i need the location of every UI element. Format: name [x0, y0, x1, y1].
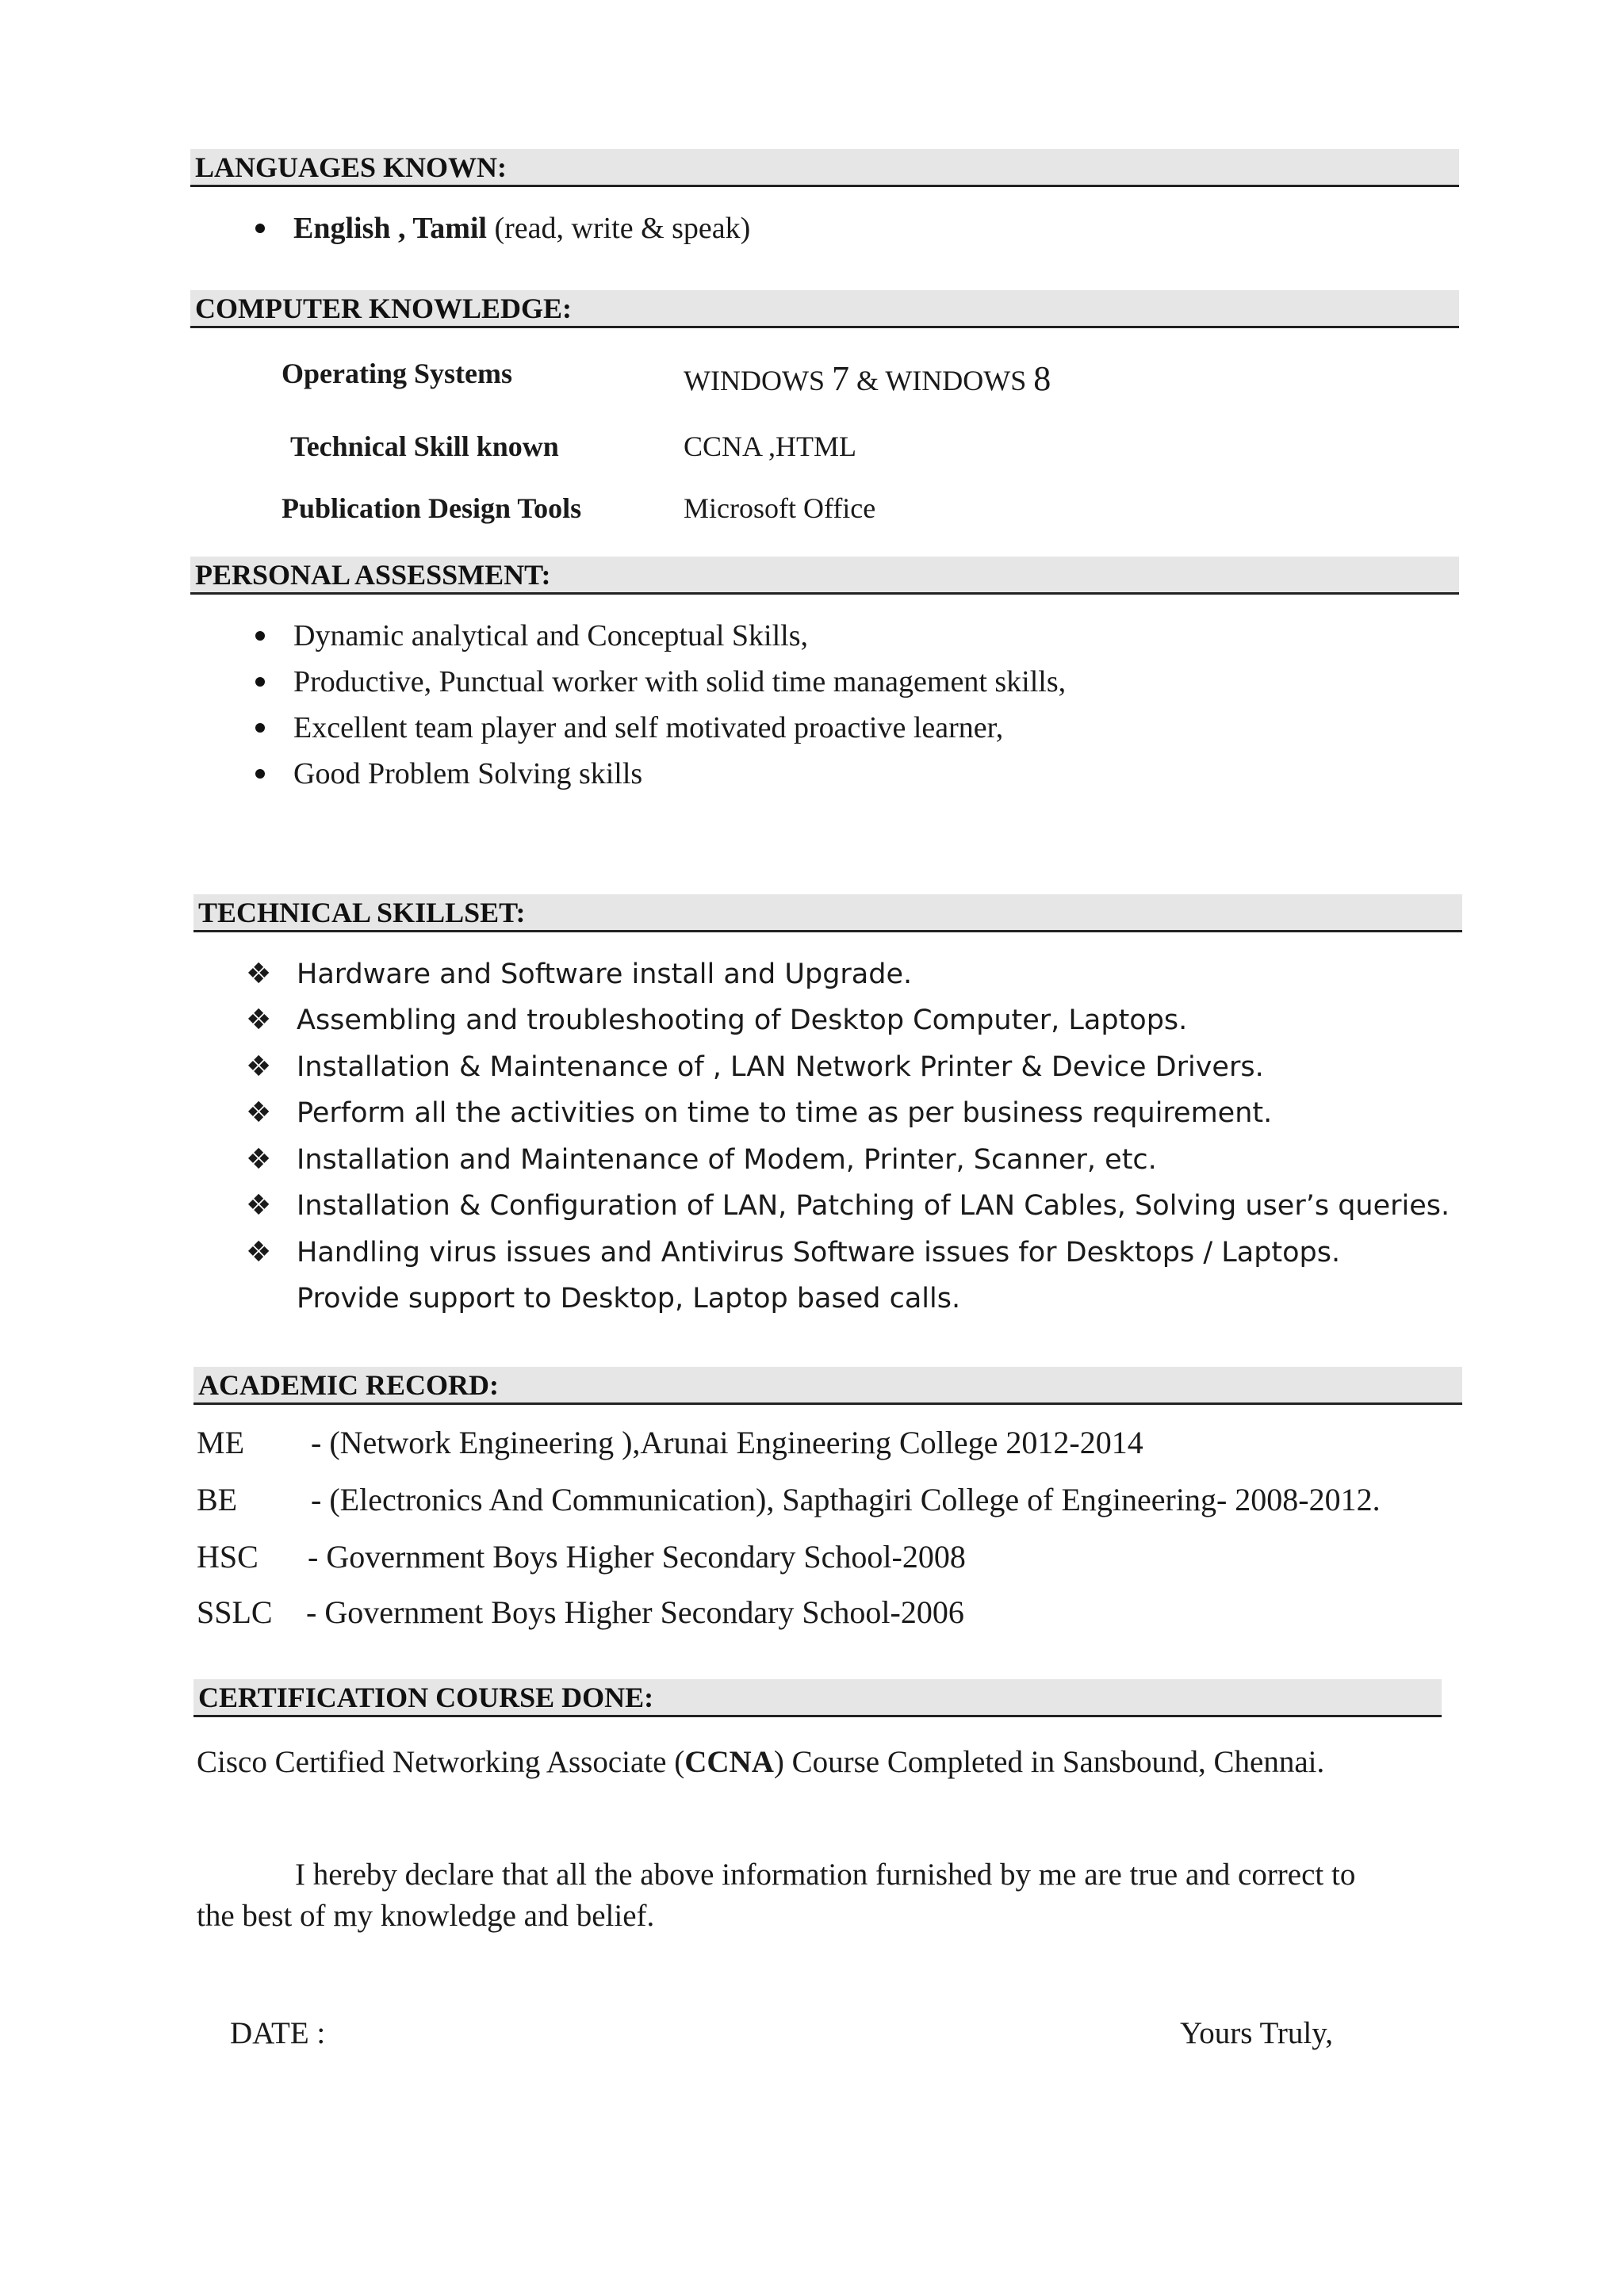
technical-item: Hardware and Software install and Upgrade. — [297, 959, 913, 990]
technical-item: Installation and Maintenance of Modem, Printer, Scanner, etc. — [297, 1144, 1157, 1176]
technical-item: Assembling and troubleshooting of Desktop Computer, Laptops. — [297, 1004, 1188, 1036]
publication-tools-label: Publication Design Tools — [282, 492, 582, 524]
academic-level: BE — [197, 1482, 238, 1517]
closing-text: Yours Truly, — [1180, 2016, 1333, 2050]
diamond-bullet-icon: ❖ — [246, 1004, 272, 1036]
academic-detail: - (Network Engineering ),Arunai Engineering College 2012-2014 — [311, 1425, 1143, 1460]
technical-skill-value: CCNA ,HTML — [684, 430, 857, 462]
bullet-icon — [255, 631, 265, 641]
personal-item: Productive, Punctual worker with solid time management skills, — [293, 663, 1066, 701]
languages-names: English , Tamil — [293, 212, 487, 245]
technical-skill-label: Technical Skill known — [290, 430, 559, 462]
declaration-line-2: the best of my knowledge and belief. — [197, 1899, 655, 1933]
bullet-icon — [255, 723, 265, 733]
bullet-icon — [255, 224, 265, 233]
diamond-bullet-icon: ❖ — [246, 958, 272, 990]
publication-tools-value: Microsoft Office — [684, 492, 876, 524]
bullet-icon — [255, 769, 265, 779]
diamond-bullet-icon: ❖ — [246, 1096, 272, 1129]
certification-text: Cisco Certified Networking Associate (CCNA) Course Completed in Sansbound, Chennai. — [197, 1745, 1325, 1779]
bullet-icon — [255, 677, 265, 687]
date-label: DATE : — [230, 2016, 326, 2050]
declaration-line-1: I hereby declare that all the above information furnished by me are true and correct to — [295, 1858, 1356, 1892]
diamond-bullet-icon: ❖ — [246, 1189, 272, 1222]
languages-heading: LANGUAGES KNOWN: — [190, 149, 1459, 187]
personal-item: Excellent team player and self motivated proactive learner, — [293, 709, 1003, 747]
computer-knowledge-heading: COMPUTER KNOWLEDGE: — [190, 290, 1459, 328]
diamond-bullet-icon: ❖ — [246, 1236, 272, 1269]
diamond-bullet-icon: ❖ — [246, 1143, 272, 1176]
academic-level: SSLC — [197, 1594, 273, 1630]
languages-item — [293, 209, 750, 247]
diamond-bullet-icon: ❖ — [246, 1050, 272, 1083]
academic-record-heading: ACADEMIC RECORD: — [193, 1367, 1462, 1405]
technical-skillset-heading: TECHNICAL SKILLSET: — [193, 894, 1462, 932]
personal-item: Good Problem Solving skills — [293, 755, 642, 793]
os-label: Operating Systems — [282, 358, 512, 389]
academic-level: ME — [197, 1425, 244, 1460]
technical-item: Handling virus issues and Antivirus Software issues for Desktops / Laptops. — [297, 1237, 1341, 1269]
technical-item: Perform all the activities on time to time as per business requirement. — [297, 1097, 1273, 1129]
academic-level: HSC — [197, 1539, 259, 1575]
academic-detail: - (Electronics And Communication), Sapthagiri College of Engineering- 2008-2012. — [311, 1482, 1381, 1517]
technical-item-continuation: Provide support to Desktop, Laptop based calls. — [297, 1283, 961, 1314]
languages-detail: (read, write & speak) — [486, 212, 751, 245]
academic-detail: - Government Boys Higher Secondary School-2008 — [308, 1539, 966, 1575]
technical-item: Installation & Configuration of LAN, Patching of LAN Cables, Solving user’s queries. — [297, 1190, 1450, 1222]
personal-assessment-heading: PERSONAL ASSESSMENT: — [190, 557, 1459, 595]
technical-item: Installation & Maintenance of , LAN Network Printer & Device Drivers. — [297, 1051, 1264, 1083]
academic-detail: - Government Boys Higher Secondary School-2006 — [306, 1594, 964, 1630]
certification-heading: CERTIFICATION COURSE DONE: — [193, 1679, 1442, 1717]
personal-item: Dynamic analytical and Conceptual Skills, — [293, 617, 808, 655]
os-value: WINDOWS 7 & WINDOWS 8 — [684, 359, 1051, 398]
